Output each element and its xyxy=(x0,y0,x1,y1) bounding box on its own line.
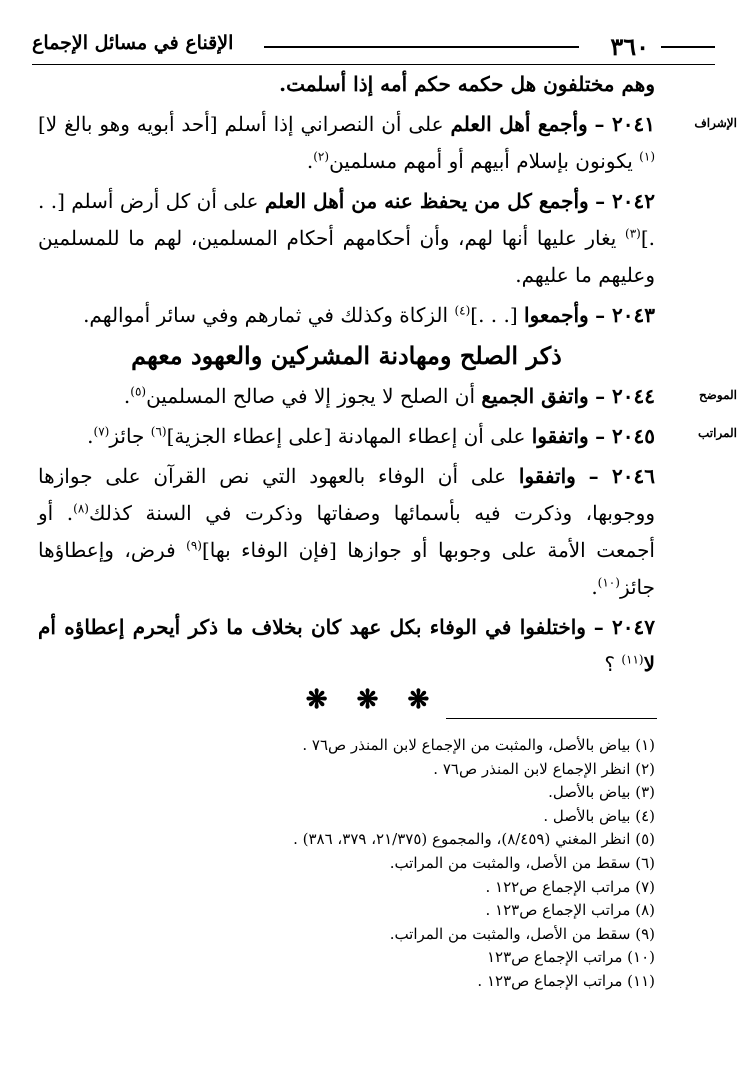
header-rule-short xyxy=(661,46,715,48)
footnote-3: (٣) بياض بالأصل. xyxy=(548,783,655,802)
footnote-ref: (١١) xyxy=(621,652,644,667)
paragraph-2046 xyxy=(38,458,655,606)
footnote-ref: (٥) xyxy=(130,384,147,399)
paragraph-2044 xyxy=(38,378,655,415)
footnote-6: (٦) سقط من الأصل، والمثبت من المراتب. xyxy=(389,853,655,872)
footnote-rule xyxy=(446,718,657,719)
footnote-7: (٧) مراتب الإجماع ص١٢٢ . xyxy=(485,877,655,896)
footnote-ref: (٨) xyxy=(73,501,89,516)
paragraph-2042 xyxy=(38,183,655,294)
footnote-ref: (٣) xyxy=(625,226,641,241)
footnote-8: (٨) مراتب الإجماع ص١٢٣ . xyxy=(485,901,655,920)
intro-text: وهم مختلفون هل حكمه حكم أمه إذا أسلمت. xyxy=(279,72,655,96)
footnote-ref: (١) xyxy=(639,149,655,164)
keyword: واتفقوا xyxy=(518,464,576,488)
footnote-11: (١١) مراتب الإجماع ص١٢٣ . xyxy=(477,971,655,990)
paragraph-text: يغار عليها أنها لهم، وأن أحكامهم أحكام المسلمين، لهم ما للمسلمين وعليهم ما عليهم. xyxy=(38,226,655,287)
footnote-4: (٤) بياض بالأصل . xyxy=(543,806,655,825)
keyword: واتفقوا xyxy=(531,424,589,448)
paragraph-text: جائز xyxy=(109,424,151,448)
footnote-ref: (٤) xyxy=(454,303,471,318)
keyword: وأجمعوا xyxy=(524,303,589,327)
paragraph-number: ٢٠٤٢ – xyxy=(595,189,656,213)
keyword: واتفق الجميع xyxy=(481,384,589,408)
margin-label-maratib: المراتب xyxy=(697,426,737,440)
running-title: الإقناع في مسائل الإجماع xyxy=(32,32,234,54)
paragraph-number: ٢٠٤٦ – xyxy=(588,464,655,488)
paragraph-text: على أن الوفاء بالعهود التي نص القرآن على جوازها ووجوبها، وذكرت فيه بأسمائها وصفاتها وذكرت في السنة كذلك xyxy=(38,464,655,525)
paragraph-text: على أن كل أرض أسلم [. . .] xyxy=(38,189,655,250)
paragraph-text: . xyxy=(123,384,131,408)
footnote-2: (٢) انظر الإجماع لابن المنذر ص٧٦ . xyxy=(433,759,655,778)
footnote-ref: (١٠) xyxy=(597,575,620,590)
paragraph-number: ٢٠٤١ – xyxy=(594,112,655,136)
paragraph-text: على أن إعطاء المهادنة [على إعطاء الجزية] xyxy=(166,424,532,448)
footnote-ref: (٦) xyxy=(150,424,167,439)
footnote-9: (٩) سقط من الأصل، والمثبت من المراتب. xyxy=(389,924,655,943)
page-header xyxy=(32,30,715,64)
paragraph-text: على أن النصراني إذا أسلم [أحد أبويه وهو بالغ لا] xyxy=(38,112,451,136)
paragraph-number: ٢٠٤٧ – xyxy=(593,615,655,639)
paragraph-text: يكونون بإسلام أبيهم أو أمهم مسلمين xyxy=(329,149,640,173)
footnote-ref: (٩) xyxy=(186,538,202,553)
paragraph-text: الزكاة وكذلك في ثمارهم وفي سائر أموالهم. xyxy=(83,303,455,327)
footnote-ref: (٧) xyxy=(93,424,110,439)
paragraph-text: ؟ xyxy=(604,652,622,676)
margin-label-mawdih: الموضح xyxy=(698,388,737,402)
paragraph-2041 xyxy=(38,106,655,180)
paragraph-number: ٢٠٤٥ – xyxy=(595,424,655,448)
paragraph-text: . xyxy=(591,575,598,599)
footnote-ref: (٢) xyxy=(313,149,330,164)
paragraph-2045 xyxy=(38,418,655,455)
paragraph-number: ٢٠٤٣ – xyxy=(595,303,655,327)
margin-label-ishraf: الإشراف xyxy=(694,116,737,130)
paragraph-text: . xyxy=(306,149,314,173)
paragraph-text: . أو أجمعت الأمة على وجوبها أو جوازها [فإن الوفاء بها] xyxy=(38,501,655,562)
paragraph-text: [. . .] xyxy=(470,303,525,327)
header-rule-long xyxy=(264,46,579,48)
paragraph-2047 xyxy=(38,609,655,683)
paragraph-text: أن الصلح لا يجوز إلا في صالح المسلمين xyxy=(146,384,482,408)
footnotes xyxy=(60,734,655,994)
paragraph-text: فرض، وإعطاؤها جائز xyxy=(38,538,655,599)
section-separator-stars: ❋ ❋ ❋ xyxy=(305,685,440,715)
keyword: واختلفوا xyxy=(519,615,586,639)
keyword: وأجمع أهل العلم xyxy=(450,112,588,136)
page-number: ٣٦٠ xyxy=(610,32,649,61)
paragraph-text: . xyxy=(87,424,94,448)
main-text xyxy=(38,66,655,686)
section-heading: ذكر الصلح ومهادنة المشركين والعهود معهم xyxy=(131,341,562,370)
footnote-5: (٥) انظر المغني (٨/٤٥٩)، والمجموع (٢١/٣٧٥، ٣٧٩، ٣٨٦) . xyxy=(293,830,655,849)
footnote-1: (١) بياض بالأصل، والمثبت من الإجماع لابن المنذر ص٧٦ . xyxy=(302,736,655,754)
footnote-10: (١٠) مراتب الإجماع ص١٢٣ xyxy=(486,948,655,967)
header-underline xyxy=(32,64,715,65)
keyword: وأجمع كل من يحفظ عنه من أهل العلم xyxy=(264,189,589,213)
paragraph-2043 xyxy=(38,297,655,334)
paragraph-text: في الوفاء بكل عهد كان بخلاف ما ذكر أيحرم إعطاؤه أم لا xyxy=(38,615,655,676)
paragraph-number: ٢٠٤٤ – xyxy=(595,384,655,408)
paragraph-intro xyxy=(38,66,655,103)
